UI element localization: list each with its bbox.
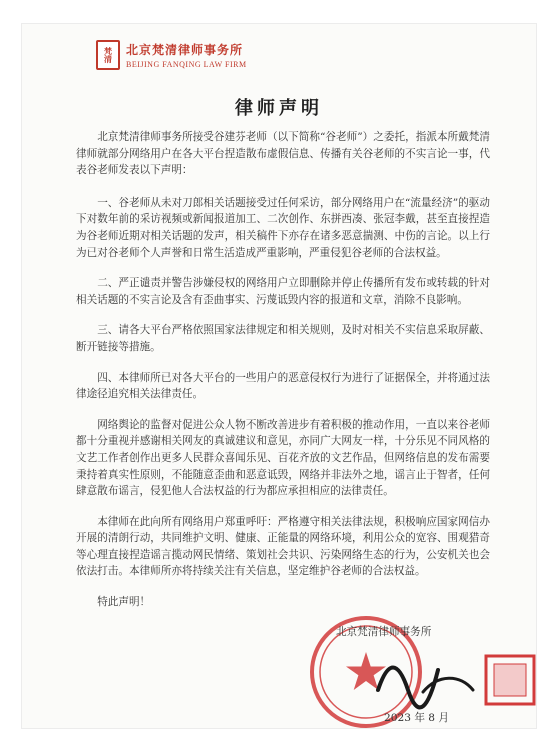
document-page xyxy=(22,24,536,728)
statement-paragraph-6: 本律师在此向所有网络用户郑重呼吁：严格遵守相关法律法规，积极响应国家网信办开展的清朗行动，共同维护文明、健康、正能量的网络环境，利用公众的宽容、围观猎奇等心理直接捏造谣言揽动网民情绪、策划社会共识、污染网络生态的行为，公安机关也会依法打击。本律师所亦将持续关注有关信息，坚定维护谷老师的合法权益。 xyxy=(76,515,490,578)
letterhead xyxy=(96,40,247,70)
statement-paragraph-3: 三、请各大平台严格依照国家法律规定和相关规则，及时对相关不实信息采取屏蔽、断开链接等措施。 xyxy=(76,324,490,353)
closing-line: 特此声明！ xyxy=(97,596,151,609)
document-title: 律师声明 xyxy=(235,98,323,119)
statement-paragraph-2: 二、严正谴责并警告涉嫌侵权的网络用户立即删除并停止传播所有发布或转载的针对相关话题的不实言论及含有歪曲事实、污蔑诋毁内容的报道和文章，消除不良影响。 xyxy=(76,277,490,306)
intro-paragraph: 北京梵清律师事务所接受谷建芬老师（以下简称“谷老师”）之委托，指派本所戴梵清律师就部分网络用户在各大平台捏造散布虚假信息、传播有关谷老师的不实言论一事，代表谷老师发表以下声明： xyxy=(76,131,490,177)
document-date: 2023 年 8 月 xyxy=(384,712,449,724)
firm-logo xyxy=(96,40,120,70)
logo-text: 梵清 xyxy=(103,47,114,63)
signer-name: 北京梵清律师事务所 xyxy=(336,626,432,638)
document-body xyxy=(76,129,490,625)
firm-name-block xyxy=(126,41,247,69)
firm-name-en: BEIJING FANQING LAW FIRM xyxy=(126,60,247,69)
statement-paragraph-4: 四、本律师所已对各大平台的一些用户的恶意侵权行为进行了证据保全，并将通过法律途径追究相关法律责任。 xyxy=(76,371,490,401)
statement-paragraph-5: 网络舆论的监督对促进公众人物不断改善进步有着积极的推动作用，一直以来谷老师都十分重视并感谢相关网友的真诚建议和意见，亦同广大网友一样，十分乐见不同风格的文艺工作者创作出更多人民群众喜闻乐见、百花齐放的文艺作品，但网络信息的发布需要秉持着真实性原则，不能随意歪曲和恶意诋毁，网络并非法外之地，谣言止于智者，任何肆意散布谣言，侵犯他人合法权益的行为都应承担相应的法律责任。 xyxy=(76,418,490,498)
signature-and-personal-seal xyxy=(368,650,536,710)
firm-name-cn: 北京梵清律师事务所 xyxy=(126,43,244,57)
statement-paragraph-1: 一、谷老师从未对刀郎相关话题接受过任何采访，部分网络用户在“流量经济”的驱动下对数年前的采访视频或新闻报道加工、二次创作、东拼西凑、张冠李戴，甚至直接捏造为谷老师近期对相关话题的发声，相关稿件下亦存在诸多恶意揣测、中伤的言论。以上行为已对谷老师个人声誉和日常生活造成严重影响，严重侵犯谷老师的合法权益。 xyxy=(76,196,490,259)
